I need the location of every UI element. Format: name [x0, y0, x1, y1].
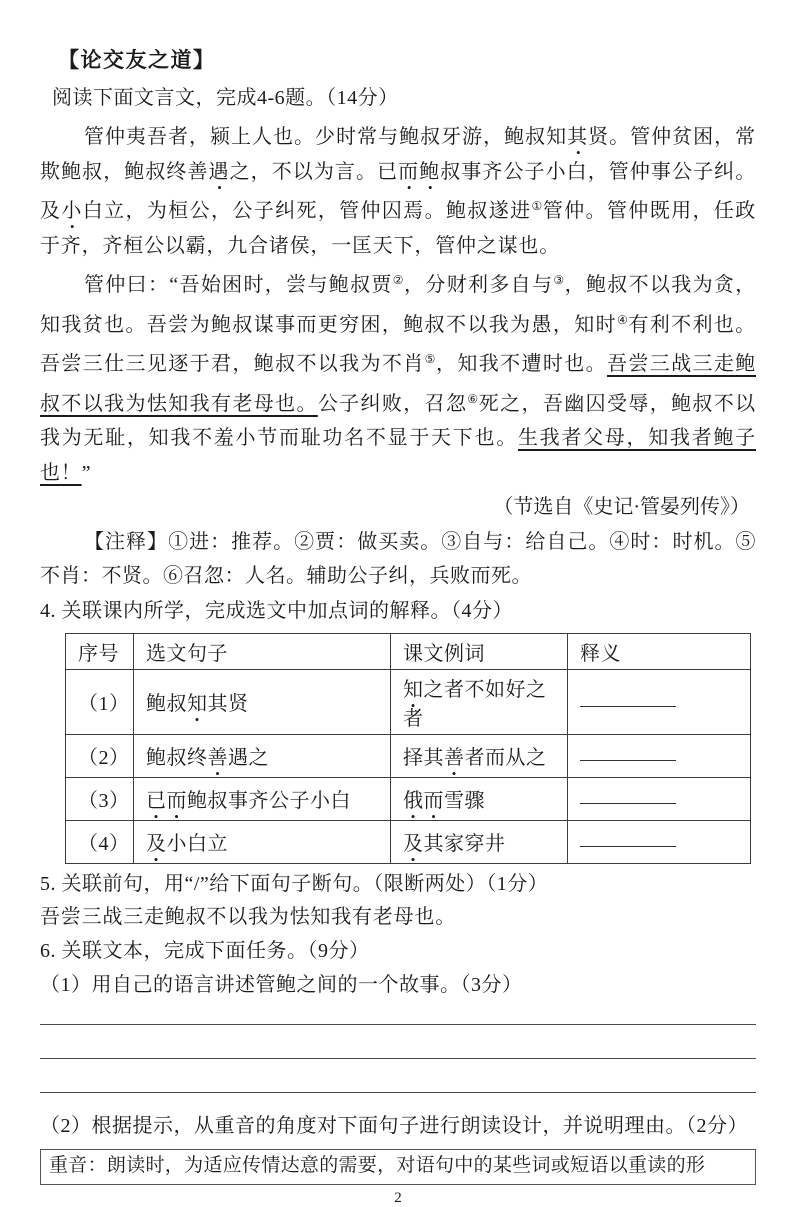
row-example: 俄而雪骤: [391, 777, 568, 820]
question-6-prompt: 6. 关联文本，完成下面任务。（9分）: [40, 939, 370, 962]
question-5-sentence: 吾尝三战三走鲍叔不以我为怯知我有老母也。: [40, 905, 456, 928]
answer-blank: [580, 701, 676, 707]
question-6-sub1-prompt: （1）用自己的语言讲述管鲍之间的一个故事。（3分）: [40, 973, 523, 996]
col-header-meaning: 释义: [568, 633, 751, 669]
table-row: [66, 820, 751, 863]
question-4-prompt: 4. 关联课内所学，完成选文中加点词的解释。（4分）: [40, 599, 513, 622]
answer-blank: [580, 798, 676, 804]
row-meaning-cell: [568, 777, 751, 820]
table-row: [66, 669, 751, 734]
passage-source: （节选自《史记·管晏列传》）: [493, 496, 750, 518]
row-sentence: 及小白立: [134, 820, 391, 863]
row-number: （2）: [66, 734, 134, 777]
answer-line: [40, 1002, 756, 1025]
table-header-row: [66, 633, 751, 669]
row-number: （4）: [66, 820, 134, 863]
passage-paragraph-1: 管仲夷吾者，颍上人也。少时常与鲍叔牙游，鲍叔知其贤。管仲贫困，常欺鲍叔，鲍叔终善遇之，不以为言。已而鲍叔事齐公子小白，管仲事公子纠。及小白立，为桓公，公子纠死，管仲囚焉。鲍叔遂进①管仲。管仲既用，任政于齐，齐桓公以霸，九合诸侯，一匡天下，管仲之谋也。: [40, 126, 756, 257]
row-sentence: 已而鲍叔事齐公子小白: [134, 777, 391, 820]
row-example: 择其善者而从之: [391, 734, 568, 777]
row-number: （1）: [66, 669, 134, 734]
row-example: 及其家穿井: [391, 820, 568, 863]
row-number: （3）: [66, 777, 134, 820]
stress-hint-box: 重音：朗读时，为适应传情达意的需要，对语句中的某些词或短语以重读的形: [40, 1149, 756, 1185]
row-sentence: 鲍叔知其贤: [134, 669, 391, 734]
section-title: 【论交友之道】: [58, 48, 216, 72]
page-number: 2: [394, 1189, 402, 1206]
row-meaning-cell: [568, 669, 751, 734]
question-6-sub2-prompt: （2）根据提示，从重音的角度对下面句子进行朗读设计，并说明理由。（2分）: [40, 1114, 748, 1137]
row-meaning-cell: [568, 820, 751, 863]
col-header-example: 课文例词: [391, 633, 568, 669]
reading-instruction: 阅读下面文言文，完成4-6题。（14分）: [52, 87, 399, 109]
row-meaning-cell: [568, 734, 751, 777]
passage-notes: 【注释】①进：推荐。②贾：做买卖。③自与：给自己。④时：时机。⑤不肖：不贤。⑥召忽：人名。辅助公子纠，兵败而死。: [40, 530, 756, 587]
col-header-number: 序号: [66, 633, 134, 669]
table-row: [66, 777, 751, 820]
answer-blank: [580, 755, 676, 761]
answer-line: [40, 1025, 756, 1059]
passage-paragraph-2: 管仲曰：“吾始困时，尝与鲍叔贾②，分财利多自与③，鲍叔不以我为贪，知我贫也。吾尝为鲍叔谋事而更穷困，鲍叔不以我为愚，知时④有利不利也。吾尝三仕三见逐于君，鲍叔不以我为不肖⑤，知我不遭时也。吾尝三战三走鲍叔不以我为怯知我有老母也。公子纠败，召忽⑥死之，吾幽囚受辱，鲍叔不以我为无耻，知我不羞小节而耻功名不显于天下也。生我者父母，知我者鲍子也！”: [40, 273, 757, 484]
question-4-table: [65, 633, 751, 864]
answer-blank: [580, 841, 676, 847]
row-example: 知之者不如好之者: [391, 669, 568, 734]
row-sentence: 鲍叔终善遇之: [134, 734, 391, 777]
table-row: [66, 734, 751, 777]
col-header-sentence: 选文句子: [134, 633, 391, 669]
question-5-prompt: 5. 关联前句，用“/”给下面句子断句。（限断两处）（1分）: [40, 872, 549, 895]
answer-line: [40, 1059, 756, 1093]
